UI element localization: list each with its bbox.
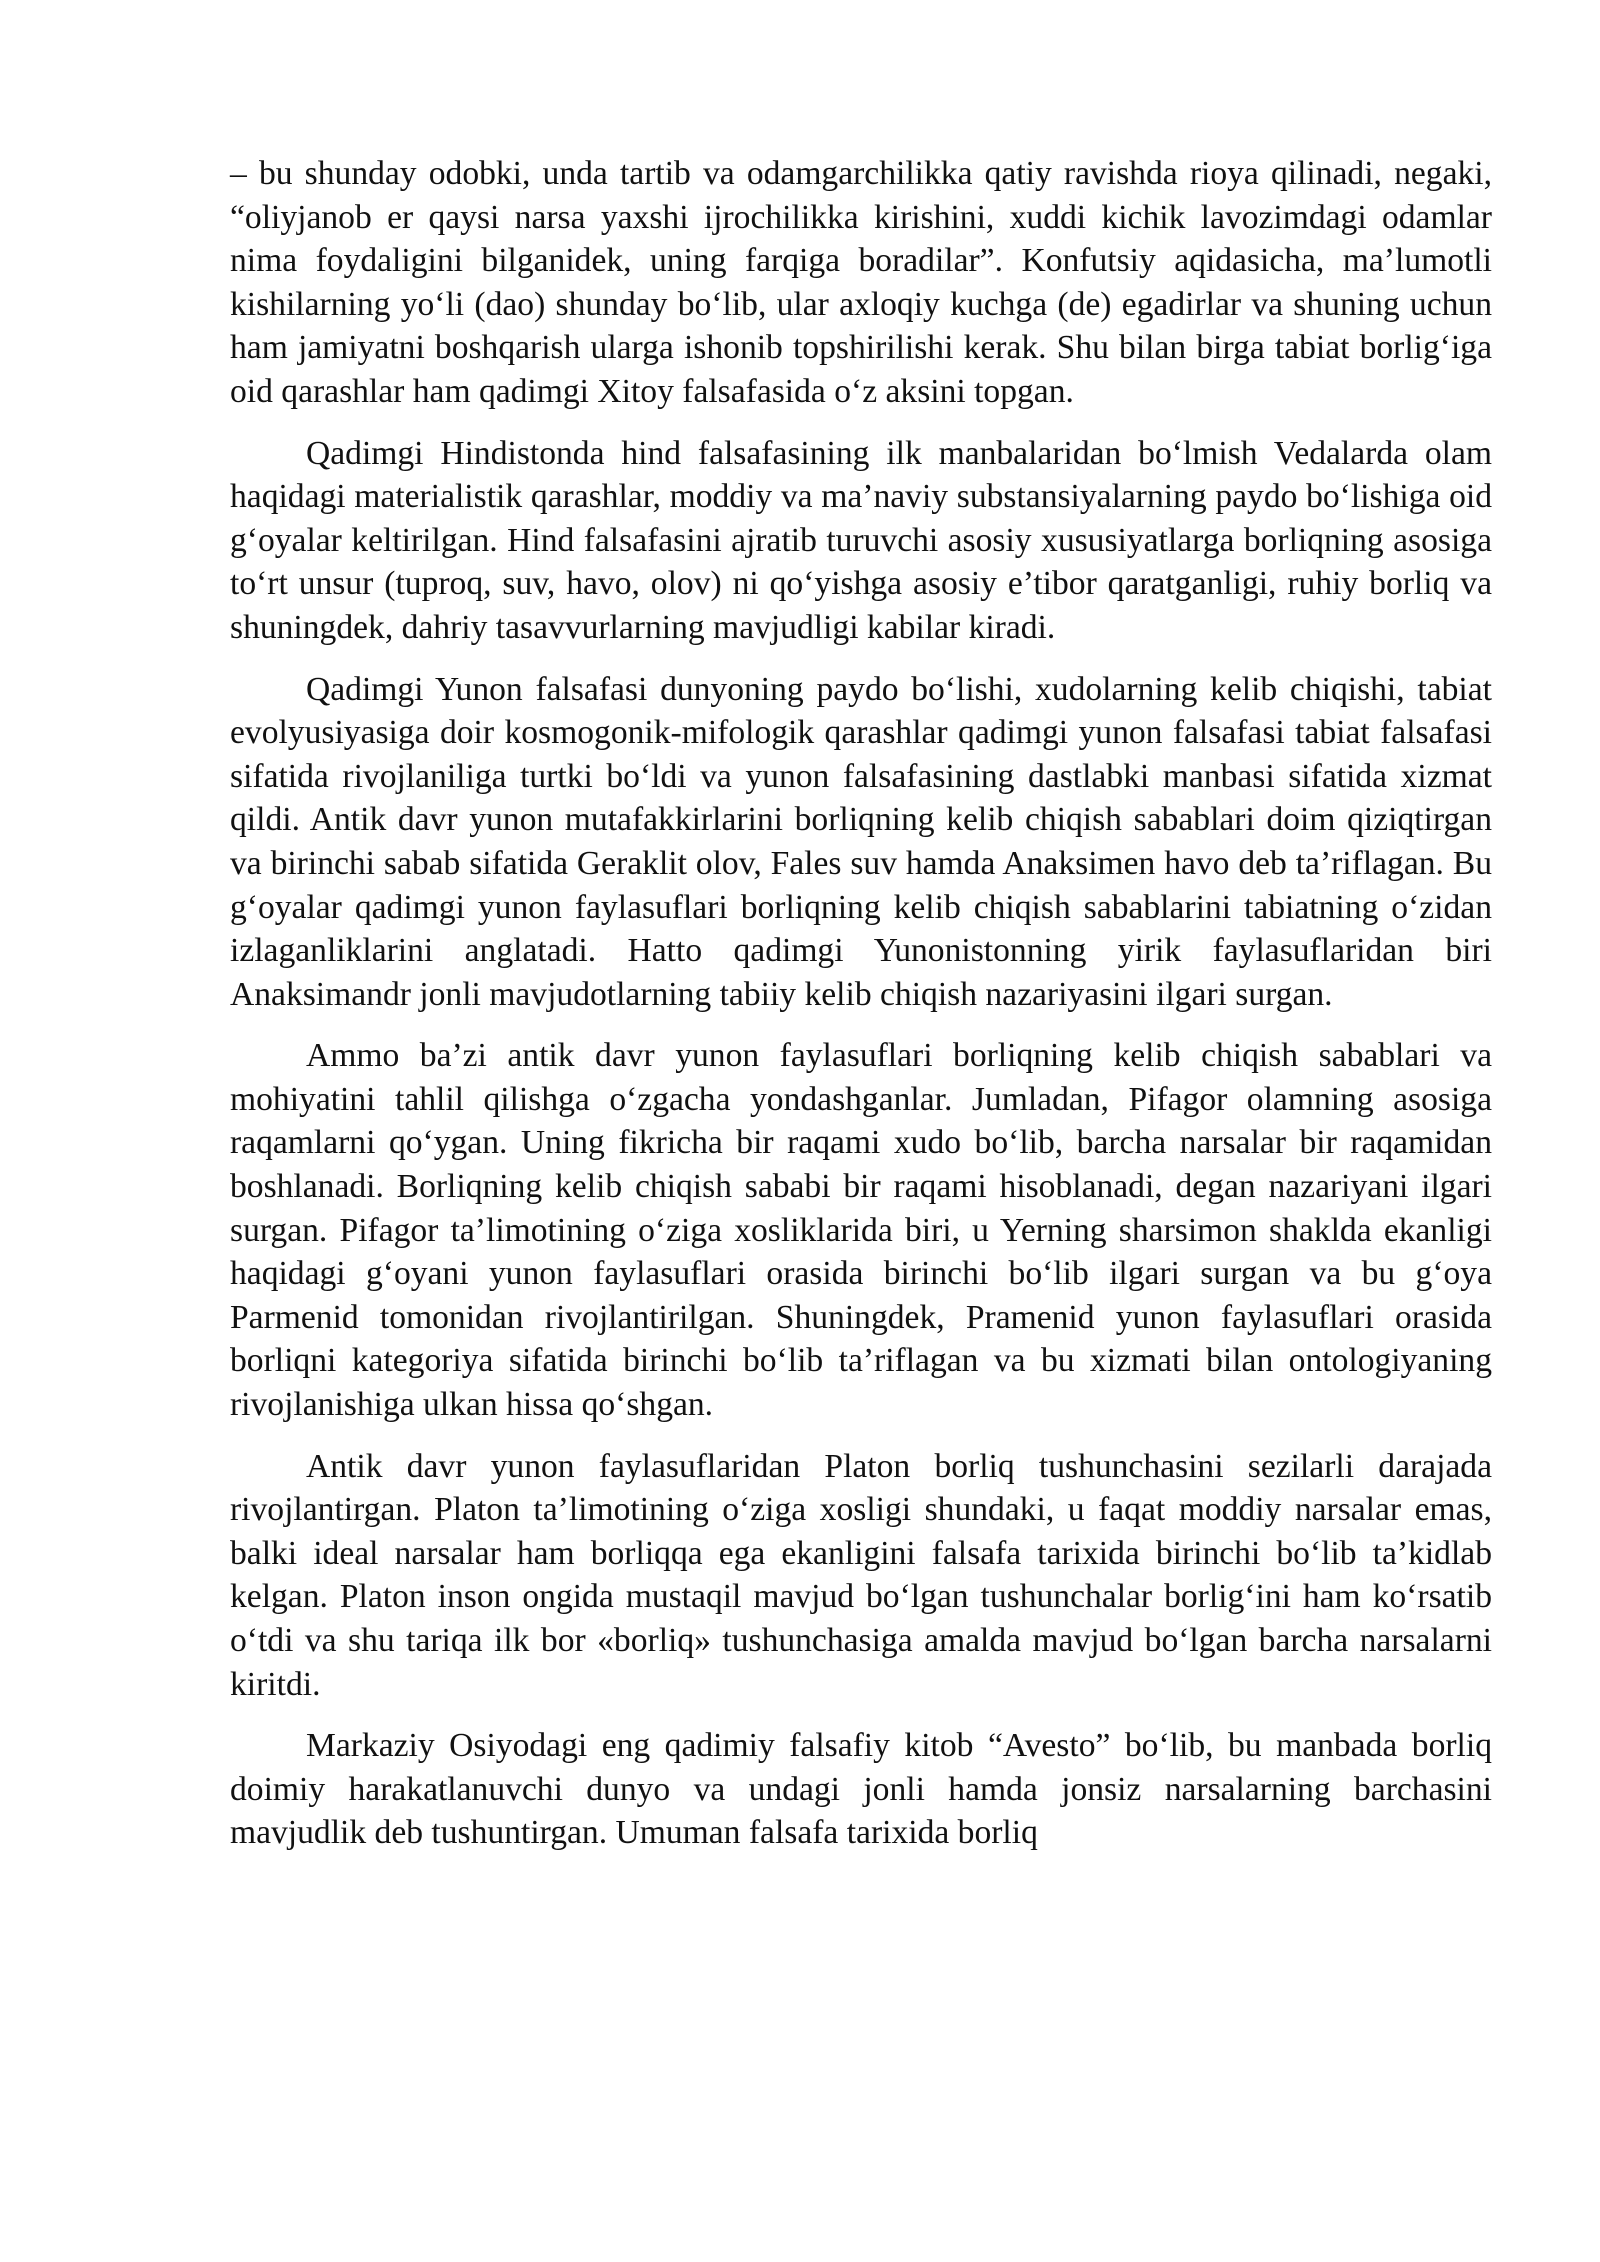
paragraph-6: Markaziy Osiyodagi eng qadimiy falsafiy kitob “Avesto” bo‘lib, bu manbada borliq doimiy harakatlanuvchi dunyo va undagi jonli hamda jonsiz narsalarning barchasini mavjudlik deb tushuntirgan. Umuman falsafa tarixida borliq xyxy=(230,1727,1492,1852)
paragraph-1: – bu shunday odobki, unda tartib va odamgarchilikka qatiy ravishda rioya qilinadi, negaki, “oliyjanob er qaysi narsa yaxshi ijrochilikka kirishini, xuddi kichik lavozimdagi odamlar nima foydaligini bilganidek, uning farqiga boradilar”. Konfutsiy aqidasicha, ma’lumotli kishilarning yo‘li (dao) shunday bo‘lib, ular axloqiy kuchga (de) egadirlar va shuning uchun ham jamiyatni boshqarish ularga ishonib topshirilishi kerak. Shu bilan birga tabiat borlig‘iga oid qarashlar ham qadimgi Xitoy falsafasida o‘z aksini topgan. xyxy=(230,155,1492,410)
paragraph-4: Ammo ba’zi antik davr yunon faylasuflari borliqning kelib chiqish sabablari va mohiyatini tahlil qilishga o‘zgacha yondashganlar. Jumladan, Pifagor olamning asosiga raqamlarni qo‘ygan. Uning fikricha bir raqami xudo bo‘lib, barcha narsalar bir raqamidan boshlanadi. Borliqning kelib chiqish sababi bir raqami hisoblanadi, degan nazariyani ilgari surgan. Pifagor ta’limotining o‘ziga xosliklarida biri, u Yerning sharsimon shaklda ekanligi haqidagi g‘oyani yunon faylasuflari orasida birinchi bo‘lib ilgari surgan va bu g‘oya Parmenid tomonidan rivojlantirilgan. Shuningdek, Pramenid yunon faylasuflari orasida borliqni kategoriya sifatida birinchi bo‘lib ta’riflagan va bu xizmati bilan ontologiyaning rivojlanishiga ulkan hissa qo‘shgan. xyxy=(230,1037,1492,1424)
paragraph-5: Antik davr yunon faylasuflaridan Platon borliq tushunchasini sezilarli darajada rivojlantirgan. Platon ta’limotining o‘ziga xosligi shundaki, u faqat moddiy narsalar emas, balki ideal narsalar ham borliqqa ega ekanligini falsafa tarixida birinchi bo‘lib ta’kidlab kelgan. Platon inson ongida mustaqil mavjud bo‘lgan tushunchalar borlig‘ini ham ko‘rsatib o‘tdi va shu tariqa ilk bor «borliq» tushunchasiga amalda mavjud bo‘lgan barcha narsalarni kiritdi. xyxy=(230,1447,1492,1703)
paragraph-3: Qadimgi Yunon falsafasi dunyoning paydo bo‘lishi, xudolarning kelib chiqishi, tabiat evolyusiyasiga doir kosmogonik-mifologik qarashlar qadimgi yunon falsafasi tabiat falsafasi sifatida rivojlaniliga turtki bo‘ldi va yunon falsafasining dastlabki manbasi sifatida xizmat qildi. Antik davr yunon mutafakkirlarini borliqning kelib chiqish sabablari doim qiziqtirgan va birinchi sabab sifatida Geraklit olov, Fales suv hamda Anaksimen havo deb ta’riflagan. Bu g‘oyalar qadimgi yunon faylasuflari borliqning kelib chiqish sabablarini tabiatning o‘zidan izlaganliklarini anglatadi. Hatto qadimgi Yunonistonning yirik faylasuflaridan biri Anaksimandr jonli mavjudotlarning tabiiy kelib chiqish nazariyasini ilgari surgan. xyxy=(230,670,1492,1013)
paragraph-2: Qadimgi Hindistonda hind falsafasining ilk manbalaridan bo‘lmish Vedalarda olam haqidagi materialistik qarashlar, moddiy va ma’naviy substansiyalarning paydo bo‘lishiga oid g‘oyalar keltirilgan. Hind falsafasini ajratib turuvchi asosiy xususiyatlarga borliqning asosiga to‘rt unsur (tuproq, suv, havo, olov) ni qo‘yishga asosiy e’tibor qaratganligi, ruhiy borliq va shuningdek, dahriy tasavvurlarning mavjudligi kabilar kiradi. xyxy=(230,434,1492,646)
body-text xyxy=(230,152,1492,1873)
